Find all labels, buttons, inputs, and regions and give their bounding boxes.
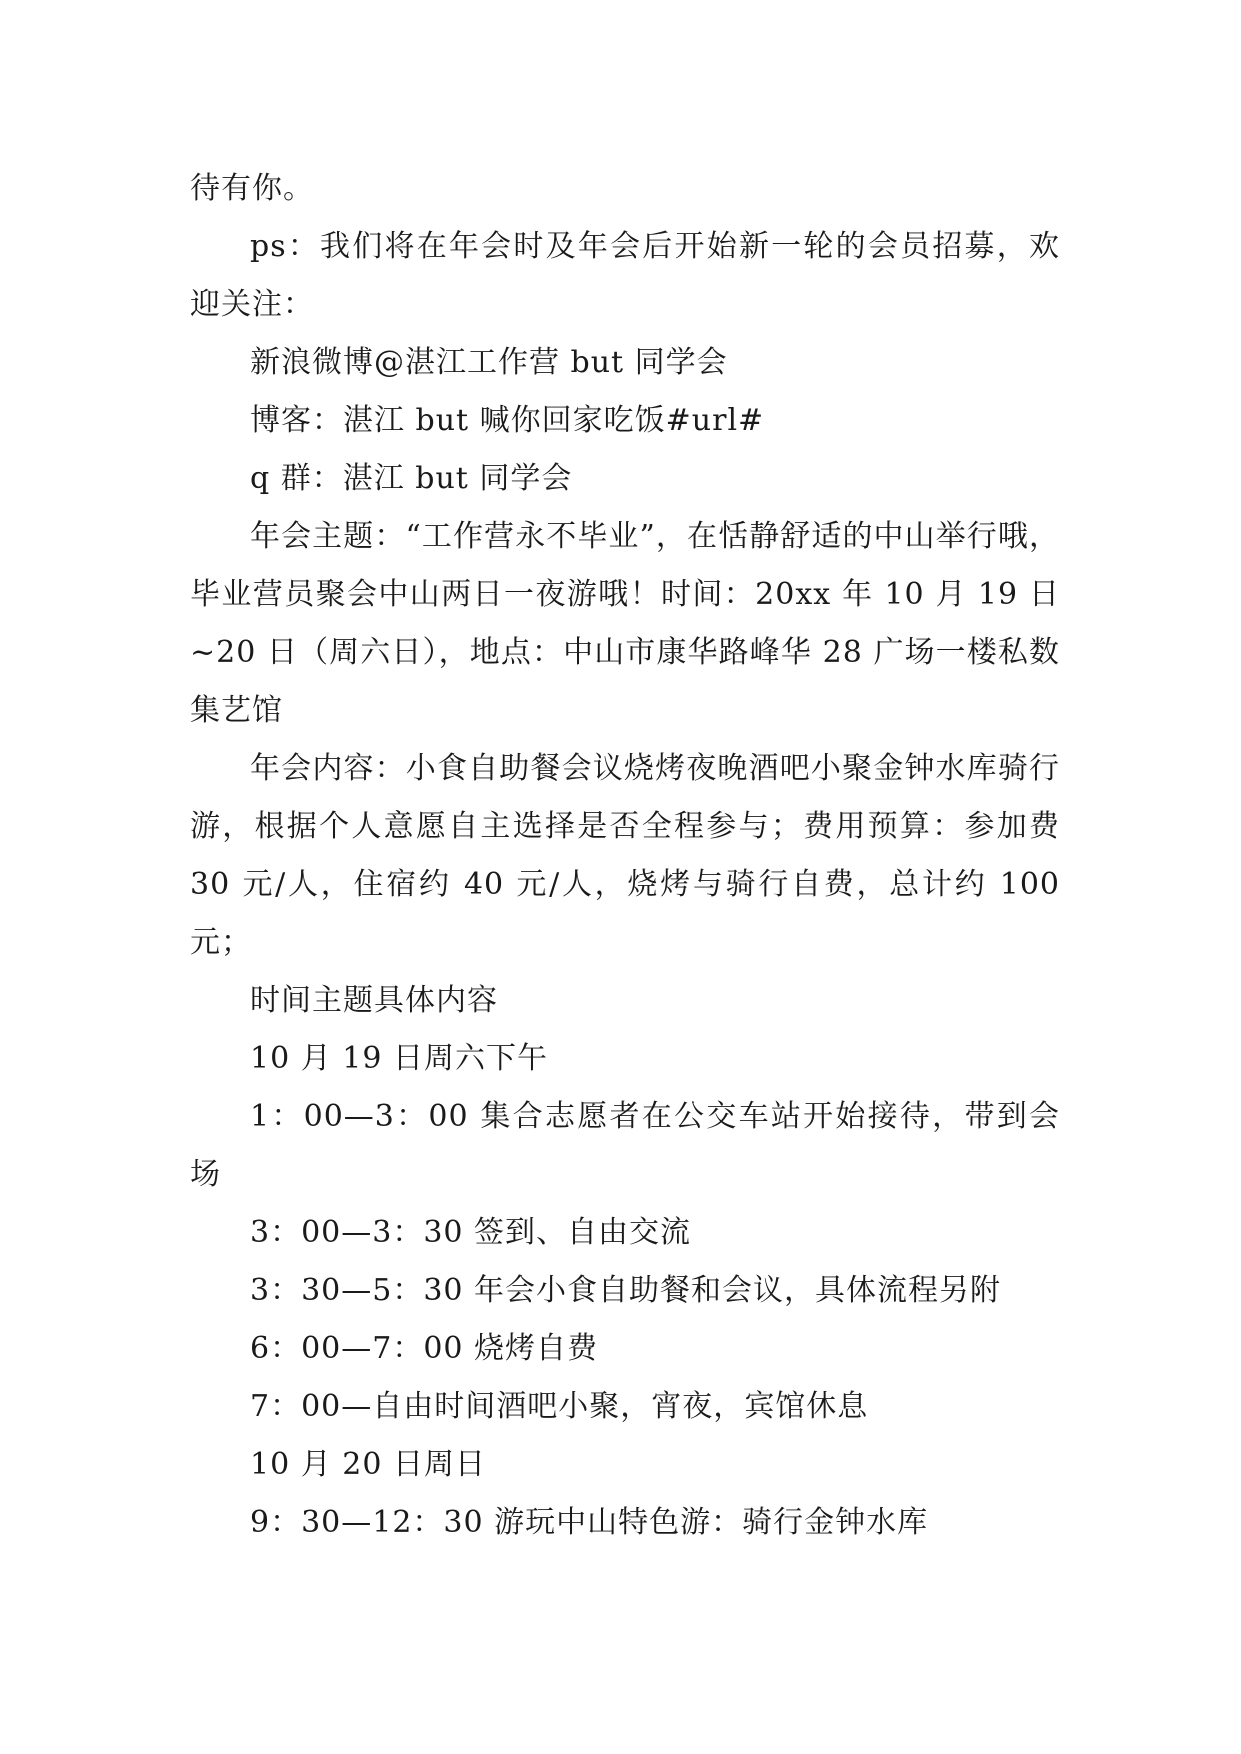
- paragraph-blog: 博客：湛江 but 喊你回家吃饭#url#: [250, 403, 765, 438]
- paragraph-schedule-item: 7：00—自由时间酒吧小聚，宵夜，宾馆休息: [250, 1389, 869, 1424]
- paragraph-annual-content: 年会内容：小食自助餐会议烧烤夜晚酒吧小聚金钟水库骑行游，根据个人意愿自主选择是否全程参与；费用预算：参加费 30 元/人，住宿约 40 元/人，烧烤与骑行自费，总计约 100 元；: [190, 751, 1060, 960]
- paragraph-schedule-header: 时间主题具体内容: [250, 983, 498, 1018]
- paragraph-schedule-item: 1：00—3：00 集合志愿者在公交车站开始接待，带到会场: [190, 1099, 1060, 1192]
- paragraph-weibo: 新浪微博@湛江工作营 but 同学会: [250, 345, 728, 380]
- document-body: [190, 160, 1060, 1552]
- paragraph-continuation: 待有你。: [190, 171, 314, 206]
- paragraph-membership-notice: ps：我们将在年会时及年会后开始新一轮的会员招募，欢迎关注：: [190, 229, 1060, 322]
- paragraph-schedule-item: 9：30—12：30 游玩中山特色游：骑行金钟水库: [250, 1505, 929, 1540]
- paragraph-day-one: 10 月 19 日周六下午: [250, 1041, 548, 1076]
- paragraph-schedule-item: 3：30—5：30 年会小食自助餐和会议，具体流程另附: [250, 1273, 1002, 1308]
- paragraph-schedule-item: 6：00—7：00 烧烤自费: [250, 1331, 599, 1366]
- paragraph-day-two: 10 月 20 日周日: [250, 1447, 486, 1482]
- paragraph-annual-theme: 年会主题：“工作营永不毕业”，在恬静舒适的中山举行哦，毕业营员聚会中山两日一夜游哦！时间：20xx 年 10 月 19 日~20 日（周六日），地点：中山市康华路峰华 28 广场一楼私数集艺馆: [190, 519, 1060, 728]
- paragraph-qq-group: q 群：湛江 but 同学会: [250, 461, 573, 496]
- paragraph-schedule-item: 3：00—3：30 签到、自由交流: [250, 1215, 692, 1250]
